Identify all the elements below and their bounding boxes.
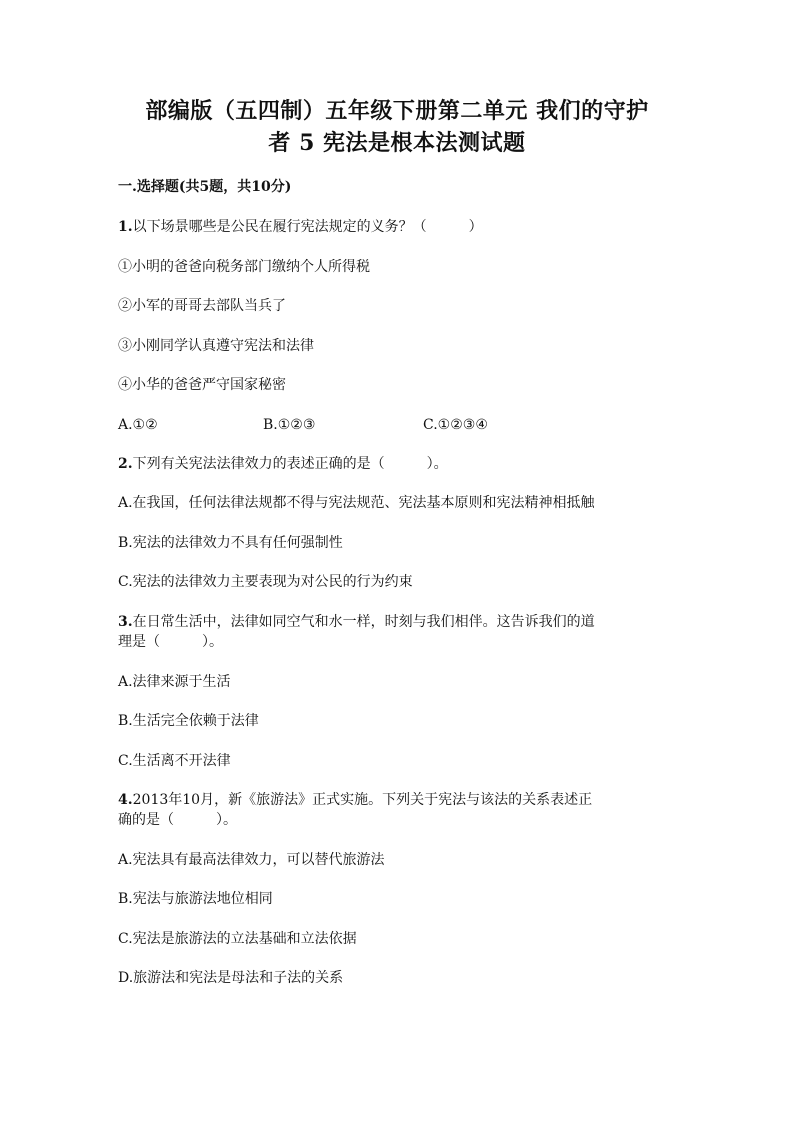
question-3 <box>118 612 678 632</box>
option-a[interactable]: A.①② <box>118 417 158 433</box>
question-1 <box>118 217 678 237</box>
option-d[interactable]: D.旅游法和宪法是母法和子法的关系 <box>118 970 344 986</box>
option-c[interactable]: C.生活离不开法律 <box>118 753 231 769</box>
page-title-line-1: 部编版（五四制）五年级下册第二单元 我们的守护 <box>145 98 649 124</box>
statement-item: ④小华的爸爸严守国家秘密 <box>118 377 286 393</box>
question-2 <box>118 454 678 474</box>
option-a[interactable]: A.宪法具有最高法律效力，可以替代旅游法 <box>118 852 385 868</box>
question-text: 在日常生活中，法律如同空气和水一样，时刻与我们相伴。这告诉我们的道 <box>132 614 595 630</box>
question-number: 4. <box>118 792 133 808</box>
option-c[interactable]: C.宪法是旅游法的立法基础和立法依据 <box>118 931 357 947</box>
statement-item: ①小明的爸爸向税务部门缴纳个人所得税 <box>118 259 370 275</box>
question-text: 下列有关宪法法律效力的表述正确的是（ ）。 <box>132 456 448 472</box>
question-3-continued: 理是（ ）。 <box>118 634 223 650</box>
section-heading: 一.选择题(共5题，共10分) <box>118 179 292 195</box>
question-number: 1. <box>118 219 133 235</box>
question-number: 2. <box>118 456 133 472</box>
question-4 <box>118 790 678 810</box>
option-b[interactable]: B.宪法的法律效力不具有任何强制性 <box>118 535 343 551</box>
statement-item: ②小军的哥哥去部队当兵了 <box>118 298 286 314</box>
statement-item: ③小刚同学认真遵守宪法和法律 <box>118 338 314 354</box>
option-c[interactable]: C.①②③④ <box>423 417 488 433</box>
question-text: 以下场景哪些是公民在履行宪法规定的义务？（ ） <box>132 219 483 235</box>
option-c[interactable]: C.宪法的法律效力主要表现为对公民的行为约束 <box>118 574 413 590</box>
option-b[interactable]: B.宪法与旅游法地位相同 <box>118 891 273 907</box>
option-a[interactable]: A.在我国，任何法律法规都不得与宪法规范、宪法基本原则和宪法精神相抵触 <box>118 495 595 511</box>
page-title-line-2: 者 5 宪法是根本法测试题 <box>268 130 526 156</box>
option-b[interactable]: B.生活完全依赖于法律 <box>118 713 259 729</box>
question-text: 2013年10月，新《旅游法》正式实施。下列关于宪法与该法的关系表述正 <box>132 792 593 808</box>
question-number: 3. <box>118 614 133 630</box>
option-b[interactable]: B.①②③ <box>263 417 316 433</box>
question-4-continued: 确的是（ ）。 <box>118 812 237 828</box>
option-a[interactable]: A.法律来源于生活 <box>118 674 231 690</box>
